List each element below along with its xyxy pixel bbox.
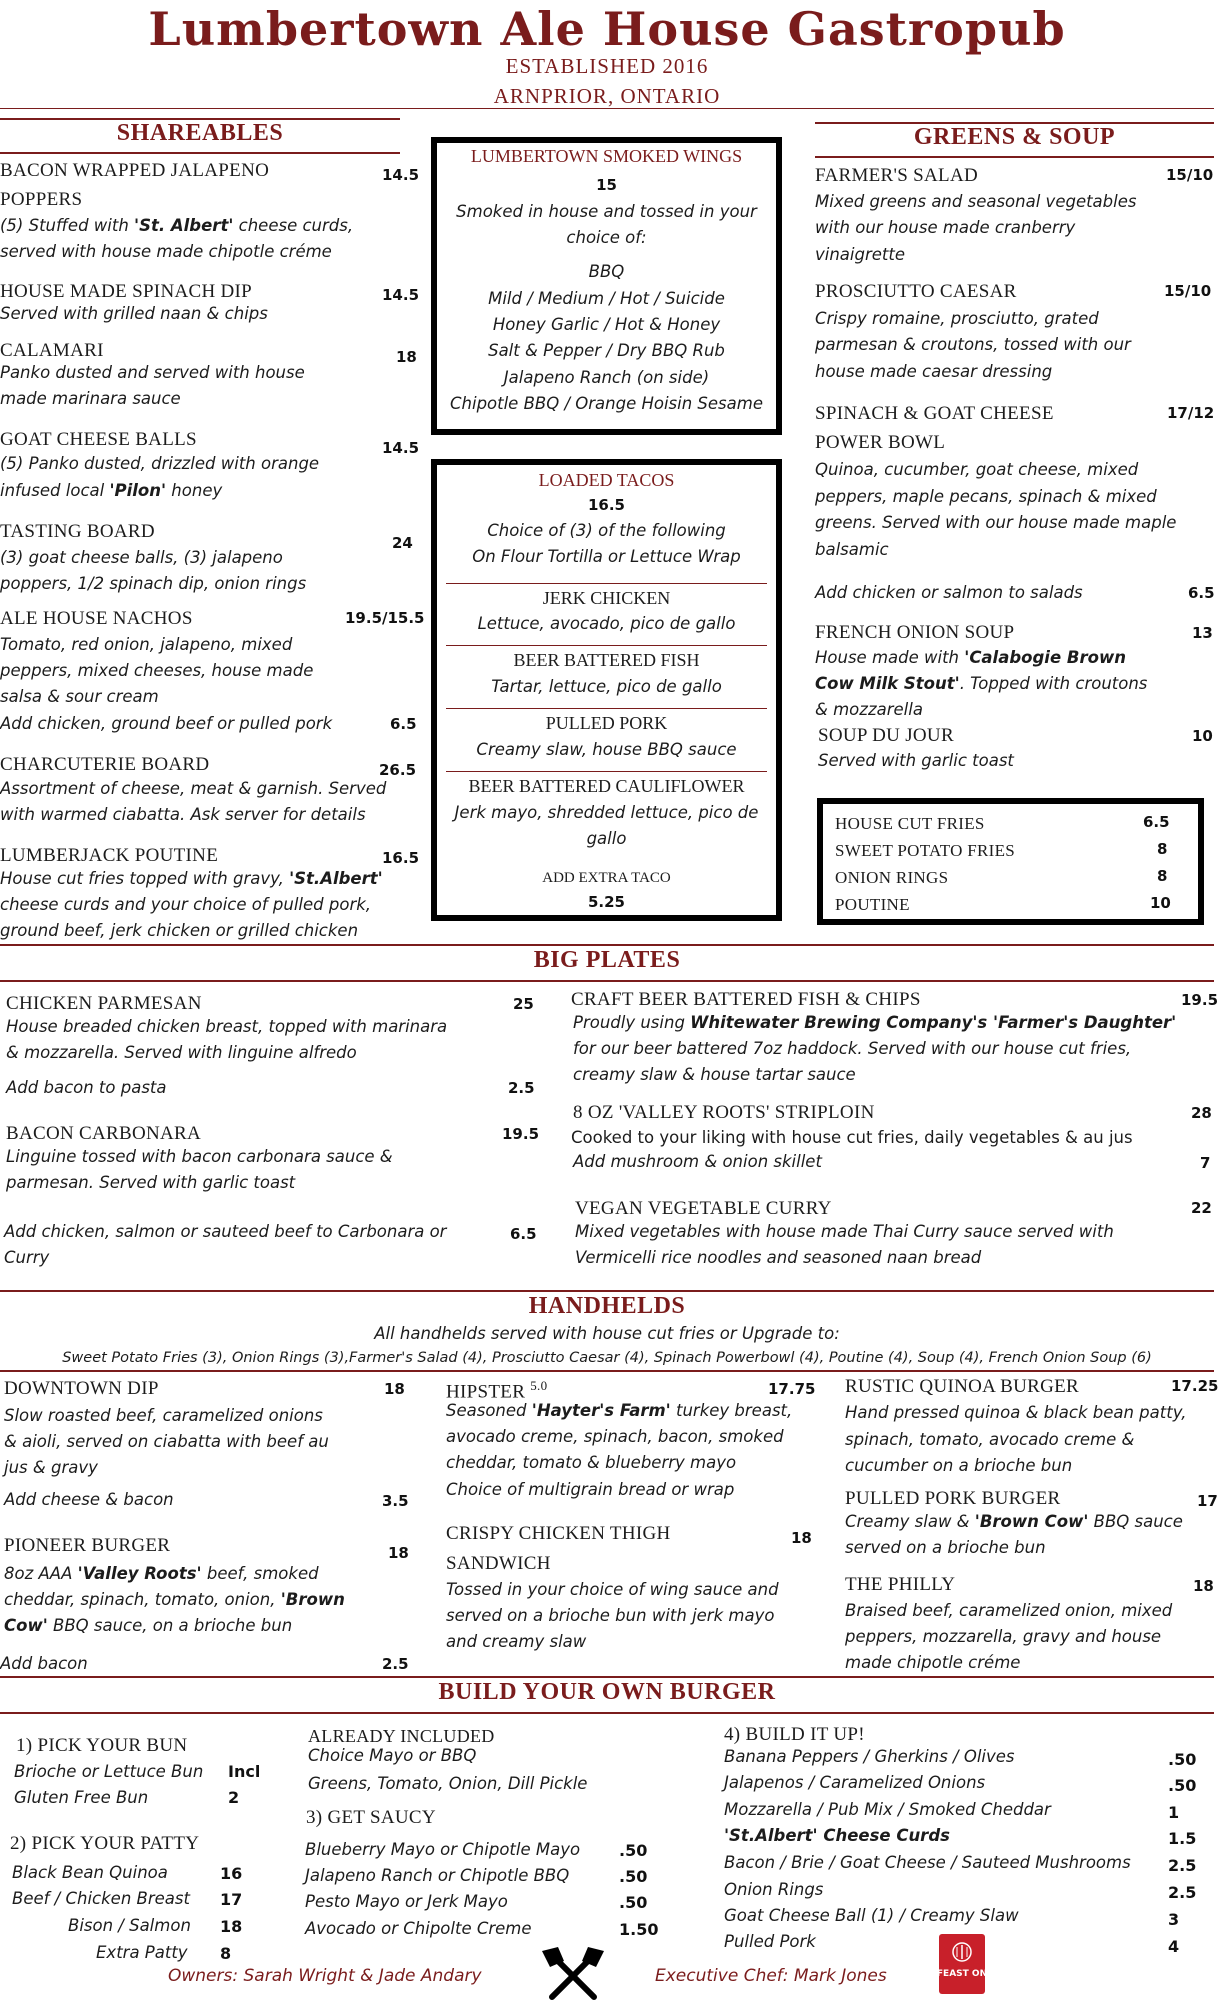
wings-flavor: Jalapeno Ranch (on side) xyxy=(503,368,710,387)
sauce-price: .50 xyxy=(619,1867,648,1886)
topping-price: 3 xyxy=(1168,1910,1180,1929)
menu-item-name: GOAT CHEESE BALLS xyxy=(0,429,197,450)
menu-item-description: Crispy romaine, prosciutto, grated xyxy=(815,309,1099,328)
sauce-heading: 3) GET SAUCY xyxy=(306,1807,436,1828)
menu-item-description: Choice of multigrain bread or wrap xyxy=(446,1480,735,1499)
menu-item-description: Served with grilled naan & chips xyxy=(0,304,268,323)
menu-item-name: POPPERS xyxy=(0,189,83,210)
patty-option: Beef / Chicken Breast xyxy=(12,1889,190,1908)
menu-item-name: BACON WRAPPED JALAPENO xyxy=(0,160,270,181)
menu-item-description: salsa & sour cream xyxy=(0,687,159,706)
menu-item-description: parmesan & croutons, tossed with our xyxy=(815,335,1131,354)
menu-item-description: Tossed in your choice of wing sauce and xyxy=(446,1580,779,1599)
menu-item-description: house made caesar dressing xyxy=(815,362,1053,381)
menu-item-description: avocado creme, spinach, bacon, smoked xyxy=(446,1427,784,1446)
menu-item-description: Served with garlic toast xyxy=(818,751,1014,770)
menu-item-name: 8 OZ 'VALLEY ROOTS' STRIPLOIN xyxy=(573,1102,875,1123)
menu-item-price: 18 xyxy=(388,1544,409,1562)
addon-text: Curry xyxy=(4,1248,50,1267)
addon-text: Add chicken, ground beef or pulled pork xyxy=(0,714,333,733)
crossed-axes-icon xyxy=(538,1947,608,2000)
bun-price: 2 xyxy=(228,1788,240,1807)
menu-item-price: 13 xyxy=(1192,624,1213,642)
taco-description: Lettuce, avocado, pico de gallo xyxy=(477,614,736,633)
topping-price: 1 xyxy=(1168,1803,1180,1822)
wings-price: 15 xyxy=(596,176,617,194)
menu-item-name: SOUP DU JOUR xyxy=(818,725,954,746)
extra-taco-price: 5.25 xyxy=(587,893,625,911)
tacos-price: 16.5 xyxy=(587,496,625,514)
menu-item-price: 15/10 xyxy=(1164,282,1212,300)
menu-item-price: 10 xyxy=(1192,727,1213,745)
shareables-heading: SHAREABLES xyxy=(116,120,284,146)
taco-description: Tartar, lettuce, pico de gallo xyxy=(491,677,722,696)
topping-option: Banana Peppers / Gherkins / Olives xyxy=(724,1747,1015,1766)
wings-flavor: Salt & Pepper / Dry BBQ Rub xyxy=(488,341,725,360)
patty-heading: 2) PICK YOUR PATTY xyxy=(10,1833,200,1854)
sauce-option: Jalapeno Ranch or Chipotle BBQ xyxy=(305,1866,570,1885)
menu-item-description: Cow Milk Stout'. Topped with croutons xyxy=(815,674,1148,693)
addon-price: 3.5 xyxy=(382,1492,409,1510)
menu-item-price: 17/12 xyxy=(1167,404,1215,422)
menu-item-name: HIPSTER $^{5.0}$ xyxy=(446,1378,548,1403)
taco-divider xyxy=(446,771,767,772)
byob-rule-bottom xyxy=(0,1712,1214,1714)
patty-price: 17 xyxy=(220,1890,243,1909)
menu-item-name: PIONEER BURGER xyxy=(4,1535,171,1556)
menu-item-price: 15/10 xyxy=(1166,166,1214,184)
tacos-heading: LOADED TACOS xyxy=(538,470,675,490)
sauce-price: 1.50 xyxy=(619,1920,659,1939)
side-price: 10 xyxy=(1150,894,1171,912)
big-plates-rule-top xyxy=(0,944,1214,946)
menu-item-description: made marinara sauce xyxy=(0,389,181,408)
menu-item-description: Assortment of cheese, meat & garnish. Served xyxy=(0,779,387,798)
menu-item-description: peppers, maple pecans, spinach & mixed xyxy=(815,487,1157,506)
addon-price: 6.5 xyxy=(510,1225,537,1243)
taco-divider xyxy=(446,645,767,646)
menu-item-name: FRENCH ONION SOUP xyxy=(815,622,1015,643)
shareables-rule-bottom xyxy=(0,152,400,154)
bun-option: Gluten Free Bun xyxy=(14,1788,149,1807)
topping-price: 1.5 xyxy=(1168,1829,1197,1848)
menu-item-price: 22 xyxy=(1191,1199,1212,1217)
big-plates-heading: BIG PLATES xyxy=(533,947,681,973)
menu-item-description: infused local 'Pilon' honey xyxy=(0,481,223,500)
menu-item-description: made chipotle créme xyxy=(845,1653,1021,1672)
taco-description: Jerk mayo, shredded lettuce, pico de xyxy=(454,803,759,822)
addon-price: 2.5 xyxy=(508,1079,535,1097)
menu-item-name: SANDWICH xyxy=(446,1553,551,1574)
addon-price: 7 xyxy=(1200,1154,1211,1172)
tacos-intro: On Flour Tortilla or Lettuce Wrap xyxy=(472,547,741,566)
side-name: SWEET POTATO FRIES xyxy=(835,841,1016,860)
menu-item-description: House cut fries topped with gravy, 'St.Albert' xyxy=(0,869,383,888)
menu-item-name: HOUSE MADE SPINACH DIP xyxy=(0,281,253,302)
menu-item-description: cheddar, tomato & blueberry mayo xyxy=(446,1453,737,1472)
taco-name: BEER BATTERED FISH xyxy=(513,650,700,670)
menu-item-name: LUMBERJACK POUTINE xyxy=(0,845,219,866)
menu-item-description: jus & gravy xyxy=(4,1458,98,1477)
addon-text: Add mushroom & onion skillet xyxy=(573,1152,822,1171)
logo-text: FEAST ON xyxy=(936,1969,988,1979)
build-heading: 4) BUILD IT UP! xyxy=(724,1724,865,1745)
included-item: Choice Mayo or BBQ xyxy=(308,1746,477,1765)
menu-item-description: with warmed ciabatta. Ask server for details xyxy=(0,805,366,824)
topping-option: 'St.Albert' Cheese Curds xyxy=(724,1826,950,1845)
menu-item-description: 8oz AAA 'Valley Roots' beef, smoked xyxy=(4,1564,319,1583)
menu-item-description: served with house made chipotle créme xyxy=(0,242,332,261)
menu-item-description: for our beer battered 7oz haddock. Served with our house cut fries, xyxy=(573,1039,1132,1058)
menu-item-name: RUSTIC QUINOA BURGER xyxy=(845,1376,1080,1397)
menu-item-description: Hand pressed quinoa & black bean patty, xyxy=(845,1403,1187,1422)
menu-item-description: Tomato, red onion, jalapeno, mixed xyxy=(0,635,293,654)
menu-item-name: BACON CARBONARA xyxy=(6,1123,202,1144)
menu-item-price: 28 xyxy=(1191,1104,1212,1122)
addon-text: Add chicken, salmon or sauteed beef to Carbonara or xyxy=(4,1222,447,1241)
menu-item-description: & mozzarella xyxy=(815,700,923,719)
menu-item-description: Quinoa, cucumber, goat cheese, mixed xyxy=(815,460,1139,479)
wings-flavor: Honey Garlic / Hot & Honey xyxy=(492,315,721,334)
menu-item-description: and creamy slaw xyxy=(446,1632,587,1651)
menu-item-name: DOWNTOWN DIP xyxy=(4,1378,159,1399)
menu-item-price: 18 xyxy=(791,1529,812,1547)
patty-price: 18 xyxy=(220,1917,243,1936)
menu-item-description: greens. Served with our house made maple xyxy=(815,513,1177,532)
menu-item-price: 18 xyxy=(1193,1577,1214,1595)
taco-divider xyxy=(446,583,767,584)
addon-text: Add bacon xyxy=(0,1654,88,1673)
menu-item-description: poppers, 1/2 spinach dip, onion rings xyxy=(0,574,307,593)
wings-flavor: Chipotle BBQ / Orange Hoisin Sesame xyxy=(450,394,763,413)
addon-text: Add bacon to pasta xyxy=(6,1078,167,1097)
menu-item-description: parmesan. Served with garlic toast xyxy=(6,1173,296,1192)
menu-item-description: Proudly using Whitewater Brewing Company's 'Farmer's Daughter' xyxy=(573,1013,1177,1032)
menu-item-name: POWER BOWL xyxy=(815,432,946,453)
menu-item-description: Vermicelli rice noodles and seasoned naan bread xyxy=(575,1248,982,1267)
menu-item-description: Braised beef, caramelized onion, mixed xyxy=(845,1601,1173,1620)
owners-credit: Owners: Sarah Wright & Jade Andary xyxy=(168,1966,482,1986)
menu-item-description: cucumber on a brioche bun xyxy=(845,1456,1073,1475)
topping-option: Mozzarella / Pub Mix / Smoked Cheddar xyxy=(724,1800,1051,1819)
topping-price: 4 xyxy=(1168,1937,1180,1956)
addon-price: 2.5 xyxy=(382,1655,409,1673)
sauce-option: Pesto Mayo or Jerk Mayo xyxy=(305,1892,508,1911)
included-item: Greens, Tomato, Onion, Dill Pickle xyxy=(308,1774,588,1793)
menu-item-name-superscript: 5.0 xyxy=(530,1378,548,1393)
menu-item-price: 14.5 xyxy=(382,166,420,184)
menu-item-description: Linguine tossed with bacon carbonara sauce & xyxy=(6,1147,393,1166)
menu-item-price: 18 xyxy=(396,348,417,366)
patty-option: Bison / Salmon xyxy=(68,1916,191,1935)
feast-on-logo xyxy=(936,1934,988,1994)
taco-name: PULLED PORK xyxy=(545,713,668,733)
menu-item-description: House made with 'Calabogie Brown xyxy=(815,648,1126,667)
side-name: ONION RINGS xyxy=(835,868,949,887)
wings-heading: LUMBERTOWN SMOKED WINGS xyxy=(470,146,743,166)
taco-divider xyxy=(446,708,767,709)
menu-item-price: 26.5 xyxy=(379,761,417,779)
chef-credit: Executive Chef: Mark Jones xyxy=(655,1966,887,1986)
menu-item-price: 17 xyxy=(1197,1492,1218,1510)
menu-item-description: cheese curds and your choice of pulled pork, xyxy=(0,895,372,914)
menu-item-name: CRISPY CHICKEN THIGH xyxy=(446,1523,671,1544)
menu-item-description: served on a brioche bun with jerk mayo xyxy=(446,1606,775,1625)
bun-option: Brioche or Lettuce Bun xyxy=(14,1762,204,1781)
menu-item-description: ground beef, jerk chicken or grilled chicken xyxy=(0,921,359,940)
menu-item-description: Seasoned 'Hayter's Farm' turkey breast, xyxy=(446,1401,793,1420)
addon-price: 6.5 xyxy=(390,715,417,733)
wings-flavor: Mild / Medium / Hot / Suicide xyxy=(488,289,725,308)
side-price: 6.5 xyxy=(1143,813,1170,831)
menu-item-description: House breaded chicken breast, topped with marinara xyxy=(6,1017,448,1036)
sauce-price: .50 xyxy=(619,1893,648,1912)
menu-item-price: 17.25 xyxy=(1171,1377,1218,1395)
menu-item-price: 19.5 xyxy=(502,1125,540,1143)
topping-option: Jalapenos / Caramelized Onions xyxy=(724,1773,986,1792)
menu-item-description: with our house made cranberry xyxy=(815,218,1076,237)
side-name: HOUSE CUT FRIES xyxy=(835,814,985,833)
patty-price: 16 xyxy=(220,1864,243,1883)
menu-item-name: VEGAN VEGETABLE CURRY xyxy=(575,1198,832,1219)
topping-price: 2.5 xyxy=(1168,1883,1197,1902)
handhelds-heading: HANDHELDS xyxy=(528,1293,686,1319)
menu-item-description: Panko dusted and served with house xyxy=(0,363,305,382)
topping-price: .50 xyxy=(1168,1776,1197,1795)
extra-taco-label: ADD EXTRA TACO xyxy=(542,870,671,886)
tacos-intro: Choice of (3) of the following xyxy=(487,521,726,540)
taco-name: JERK CHICKEN xyxy=(542,588,671,608)
topping-option: Goat Cheese Ball (1) / Creamy Slaw xyxy=(724,1906,1019,1925)
menu-item-price: 14.5 xyxy=(382,286,420,304)
menu-item-description: (5) Stuffed with 'St. Albert' cheese curds, xyxy=(0,216,354,235)
sauce-option: Avocado or Chipolte Creme xyxy=(305,1919,532,1938)
menu-item-description: (5) Panko dusted, drizzled with orange xyxy=(0,454,320,473)
location-line: ARNPRIOR, ONTARIO xyxy=(493,84,721,108)
topping-option: Bacon / Brie / Goat Cheese / Sauteed Mushrooms xyxy=(724,1853,1131,1872)
menu-item-description: Cow' BBQ sauce, on a brioche bun xyxy=(4,1616,293,1635)
menu-item-name: ALE HOUSE NACHOS xyxy=(0,608,193,629)
menu-item-price: 17.75 xyxy=(768,1380,816,1398)
restaurant-title: Lumbertown Ale House Gastropub xyxy=(148,2,1066,56)
handhelds-intro: All handhelds served with house cut fries or Upgrade to: xyxy=(374,1324,840,1343)
handhelds-rule-top xyxy=(0,1290,1214,1292)
menu-item-price: 19.5 xyxy=(1181,991,1218,1009)
menu-item-name: SPINACH & GOAT CHEESE xyxy=(815,403,1054,424)
menu-item-description: Slow roasted beef, caramelized onions xyxy=(4,1406,323,1425)
menu-item-name: TASTING BOARD xyxy=(0,521,155,542)
side-price: 8 xyxy=(1157,867,1168,885)
topping-price: 2.5 xyxy=(1168,1856,1197,1875)
handhelds-upgrades: Sweet Potato Fries (3), Onion Rings (3),Farmer's Salad (4), Prosciutto Caesar (4), Spinach Powerbowl (4), Poutine (4), Soup (4), French Onion Soup (6) xyxy=(62,1350,1152,1366)
menu-item-description: peppers, mozzarella, gravy and house xyxy=(845,1627,1162,1646)
topping-price: .50 xyxy=(1168,1750,1197,1769)
menu-item-description: spinach, tomato, avocado creme & xyxy=(845,1430,1135,1449)
addon-text: Add chicken or salmon to salads xyxy=(815,583,1083,602)
menu-item-description: & mozzarella. Served with linguine alfredo xyxy=(6,1043,357,1062)
menu-item-price: 16.5 xyxy=(382,849,420,867)
menu-item-description: balsamic xyxy=(815,540,889,559)
menu-item-description: Creamy slaw & 'Brown Cow' BBQ sauce xyxy=(845,1512,1183,1531)
menu-item-description: peppers, mixed cheeses, house made xyxy=(0,661,314,680)
greens-rule-bottom xyxy=(815,156,1214,158)
taco-description: Creamy slaw, house BBQ sauce xyxy=(476,740,737,759)
menu-item-price: 25 xyxy=(513,995,534,1013)
taco-name: BEER BATTERED CAULIFLOWER xyxy=(468,776,745,796)
byob-rule-top xyxy=(0,1676,1214,1678)
menu-item-description: Mixed greens and seasonal vegetables xyxy=(815,192,1137,211)
wings-flavor: BBQ xyxy=(588,262,625,281)
addon-price: 6.5 xyxy=(1188,584,1215,602)
bun-heading: 1) PICK YOUR BUN xyxy=(16,1735,188,1756)
menu-item-price: 24 xyxy=(392,534,413,552)
sauce-option: Blueberry Mayo or Chipotle Mayo xyxy=(305,1840,581,1859)
patty-price: 8 xyxy=(220,1944,232,1963)
greens-heading: GREENS & SOUP xyxy=(913,124,1116,150)
big-plates-rule-bottom xyxy=(0,980,1214,982)
byob-heading: BUILD YOUR OWN BURGER xyxy=(438,1679,776,1705)
wings-intro: choice of: xyxy=(566,228,647,247)
menu-item-description: Cooked to your liking with house cut fries, daily vegetables & au jus xyxy=(571,1128,1133,1147)
menu-item-description: Mixed vegetables with house made Thai Curry sauce served with xyxy=(575,1222,1114,1241)
header-divider xyxy=(0,108,1214,109)
menu-item-description: creamy slaw & house tartar sauce xyxy=(573,1065,856,1084)
patty-option: Black Bean Quinoa xyxy=(12,1863,168,1882)
bun-price: Incl xyxy=(228,1762,261,1781)
menu-item-name: CALAMARI xyxy=(0,340,104,361)
taco-description: gallo xyxy=(586,829,627,848)
topping-option: Onion Rings xyxy=(724,1880,824,1899)
menu-item-name: PULLED PORK BURGER xyxy=(845,1488,1061,1509)
menu-item-name: CHARCUTERIE BOARD xyxy=(0,754,210,775)
sauce-price: .50 xyxy=(619,1841,648,1860)
patty-option: Extra Patty xyxy=(96,1943,188,1962)
wings-intro: Smoked in house and tossed in your xyxy=(456,202,757,221)
addon-text: Add cheese & bacon xyxy=(4,1490,174,1509)
menu-item-name: FARMER'S SALAD xyxy=(815,165,979,186)
menu-item-description: (3) goat cheese balls, (3) jalapeno xyxy=(0,548,283,567)
menu-item-price: 14.5 xyxy=(382,439,420,457)
side-price: 8 xyxy=(1157,840,1168,858)
included-heading: ALREADY INCLUDED xyxy=(308,1726,495,1746)
menu-item-description: & aioli, served on ciabatta with beef au xyxy=(4,1432,329,1451)
established-line: ESTABLISHED 2016 xyxy=(505,54,709,78)
menu-item-description: vinaigrette xyxy=(815,245,906,264)
side-name: POUTINE xyxy=(835,895,910,914)
menu-item-name: THE PHILLY xyxy=(845,1574,956,1595)
menu-item-price: 19.5/15.5 xyxy=(345,609,425,627)
menu-item-description: served on a brioche bun xyxy=(845,1538,1046,1557)
menu-item-name: CRAFT BEER BATTERED FISH & CHIPS xyxy=(571,989,921,1010)
topping-option: Pulled Pork xyxy=(724,1932,816,1951)
menu-item-name: PROSCIUTTO CAESAR xyxy=(815,281,1017,302)
menu-item-description: cheddar, spinach, tomato, onion, 'Brown xyxy=(4,1590,345,1609)
menu-item-price: 18 xyxy=(384,1380,405,1398)
menu-item-name: CHICKEN PARMESAN xyxy=(6,993,202,1014)
